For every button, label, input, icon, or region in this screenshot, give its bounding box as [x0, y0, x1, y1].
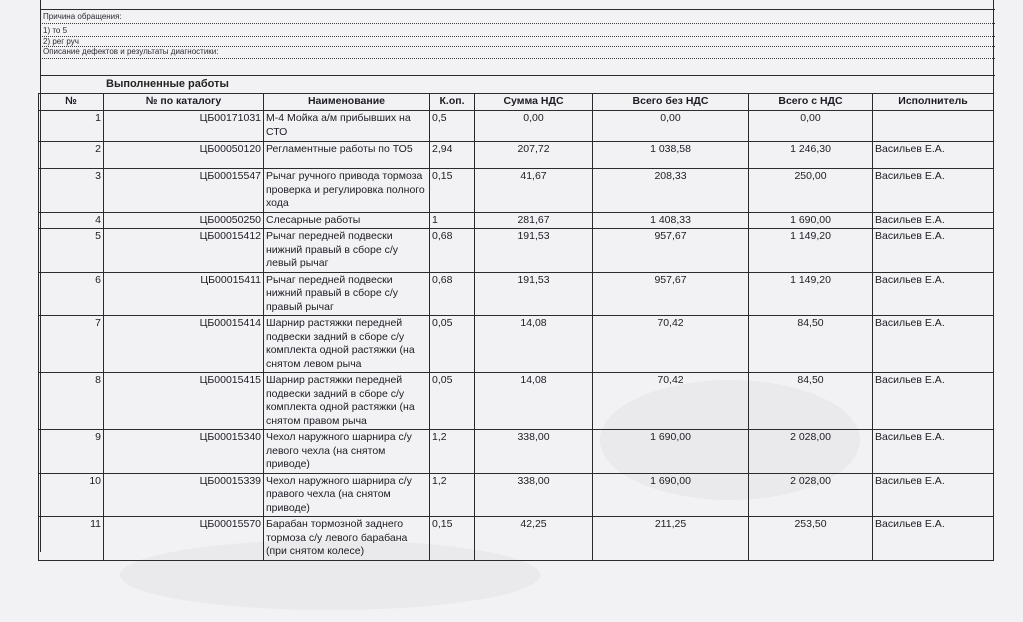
column-header: К.оп. [430, 94, 475, 111]
table-row [39, 473, 994, 517]
quantity: 0,05 [430, 373, 475, 430]
executor: Васильев Е.А. [873, 517, 994, 561]
table-row [39, 212, 994, 229]
work-name: Регламентные работы по ТО5 [264, 142, 430, 169]
row-number: 8 [39, 373, 104, 430]
table-row [39, 111, 994, 142]
vat-amount: 14,08 [475, 373, 593, 430]
quantity: 0,5 [430, 111, 475, 142]
catalog-number: ЦБ00015412 [104, 229, 264, 273]
quantity: 0,15 [430, 169, 475, 213]
work-name: Шарнир растяжки передней подвески задний в сборе с/у комплекта одной растяжки (на снятом правом рыча [264, 373, 430, 430]
total-gross: 250,00 [749, 169, 873, 213]
vat-amount: 14,08 [475, 316, 593, 373]
row-number: 2 [39, 142, 104, 169]
row-number: 3 [39, 169, 104, 213]
executor: Васильев Е.А. [873, 169, 994, 213]
work-name: Рычаг передней подвески нижний правый в сборе с/у левый рычаг [264, 229, 430, 273]
catalog-number: ЦБ00050120 [104, 142, 264, 169]
quantity: 0,68 [430, 272, 475, 316]
row-number: 5 [39, 229, 104, 273]
total-net: 1 690,00 [593, 430, 749, 474]
executor: Васильев Е.А. [873, 142, 994, 169]
table-header-row [39, 94, 994, 111]
row-number: 4 [39, 212, 104, 229]
total-net: 211,25 [593, 517, 749, 561]
catalog-number: ЦБ00015414 [104, 316, 264, 373]
total-gross: 1 246,30 [749, 142, 873, 169]
vat-amount: 281,67 [475, 212, 593, 229]
dotted-rule [40, 23, 995, 24]
total-net: 1 038,58 [593, 142, 749, 169]
vat-amount: 338,00 [475, 430, 593, 474]
executor: Васильев Е.А. [873, 373, 994, 430]
quantity: 0,68 [430, 229, 475, 273]
work-name: Рычаг ручного привода тормоза проверка и регулировка полного хода [264, 169, 430, 213]
catalog-number: ЦБ00015547 [104, 169, 264, 213]
vat-amount: 191,53 [475, 272, 593, 316]
executor: Васильев Е.А. [873, 473, 994, 517]
total-net: 208,33 [593, 169, 749, 213]
reason-line-1: 1) то 5 [43, 26, 68, 35]
total-net: 0,00 [593, 111, 749, 142]
table-row [39, 316, 994, 373]
column-header: Сумма НДС [475, 94, 593, 111]
total-gross: 84,50 [749, 373, 873, 430]
total-net: 70,42 [593, 373, 749, 430]
row-number: 7 [39, 316, 104, 373]
column-header: Наименование [264, 94, 430, 111]
work-name: Чехол наружного шарнира с/у левого чехла (на снятом приводе) [264, 430, 430, 474]
catalog-number: ЦБ00171031 [104, 111, 264, 142]
total-gross: 2 028,00 [749, 473, 873, 517]
quantity: 1,2 [430, 430, 475, 474]
catalog-number: ЦБ00015415 [104, 373, 264, 430]
total-net: 1 690,00 [593, 473, 749, 517]
row-number: 1 [39, 111, 104, 142]
work-name: М-4 Мойка а/м прибывших на СТО [264, 111, 430, 142]
total-gross: 0,00 [749, 111, 873, 142]
reason-label: Причина обращения: [43, 12, 122, 21]
work-name: Барабан тормозной заднего тормоза с/у левого барабана (при снятом колесе) [264, 517, 430, 561]
quantity: 0,05 [430, 316, 475, 373]
executor: Васильев Е.А. [873, 272, 994, 316]
column-header: Исполнитель [873, 94, 994, 111]
quantity: 1,2 [430, 473, 475, 517]
quantity: 1 [430, 212, 475, 229]
column-header: Всего с НДС [749, 94, 873, 111]
total-gross: 84,50 [749, 316, 873, 373]
row-number: 6 [39, 272, 104, 316]
table-row [39, 373, 994, 430]
work-name: Рычаг передней подвески нижний правый в сборе с/у правый рычаг [264, 272, 430, 316]
top-rule [40, 9, 995, 10]
executor: Васильев Е.А. [873, 229, 994, 273]
catalog-number: ЦБ00015570 [104, 517, 264, 561]
column-header: № по каталогу [104, 94, 264, 111]
vat-amount: 41,67 [475, 169, 593, 213]
total-gross: 2 028,00 [749, 430, 873, 474]
column-header: Всего без НДС [593, 94, 749, 111]
executor: Васильев Е.А. [873, 316, 994, 373]
table-row [39, 272, 994, 316]
section-rule [40, 75, 995, 76]
total-net: 957,67 [593, 272, 749, 316]
total-gross: 253,50 [749, 517, 873, 561]
work-name: Шарнир растяжки передней подвески задний в сборе с/у комплекта одной растяжки (на снятом левом рыча [264, 316, 430, 373]
works-table [38, 93, 994, 561]
table-row [39, 430, 994, 474]
work-name: Слесарные работы [264, 212, 430, 229]
total-net: 1 408,33 [593, 212, 749, 229]
row-number: 10 [39, 473, 104, 517]
executor: Васильев Е.А. [873, 430, 994, 474]
table-body [39, 111, 994, 561]
dotted-rule [40, 36, 995, 37]
row-number: 9 [39, 430, 104, 474]
vat-amount: 338,00 [475, 473, 593, 517]
executor: Васильев Е.А. [873, 212, 994, 229]
quantity: 0,15 [430, 517, 475, 561]
total-net: 957,67 [593, 229, 749, 273]
catalog-number: ЦБ00015340 [104, 430, 264, 474]
reason-line-2: 2) рег руч [43, 37, 79, 46]
total-net: 70,42 [593, 316, 749, 373]
catalog-number: ЦБ00050250 [104, 212, 264, 229]
vat-amount: 207,72 [475, 142, 593, 169]
table-row [39, 517, 994, 561]
vat-amount: 0,00 [475, 111, 593, 142]
catalog-number: ЦБ00015339 [104, 473, 264, 517]
total-gross: 1 149,20 [749, 229, 873, 273]
catalog-number: ЦБ00015411 [104, 272, 264, 316]
vat-amount: 191,53 [475, 229, 593, 273]
vat-amount: 42,25 [475, 517, 593, 561]
total-gross: 1 690,00 [749, 212, 873, 229]
table-row [39, 142, 994, 169]
row-number: 11 [39, 517, 104, 561]
table-row [39, 229, 994, 273]
quantity: 2,94 [430, 142, 475, 169]
total-gross: 1 149,20 [749, 272, 873, 316]
column-header: № [39, 94, 104, 111]
section-title: Выполненные работы [106, 78, 229, 90]
dotted-rule [40, 58, 995, 59]
executor [873, 111, 994, 142]
table-row [39, 169, 994, 213]
defects-label: Описание дефектов и результаты диагностики: [43, 47, 219, 56]
work-name: Чехол наружного шарнира с/у правого чехла (на снятом приводе) [264, 473, 430, 517]
